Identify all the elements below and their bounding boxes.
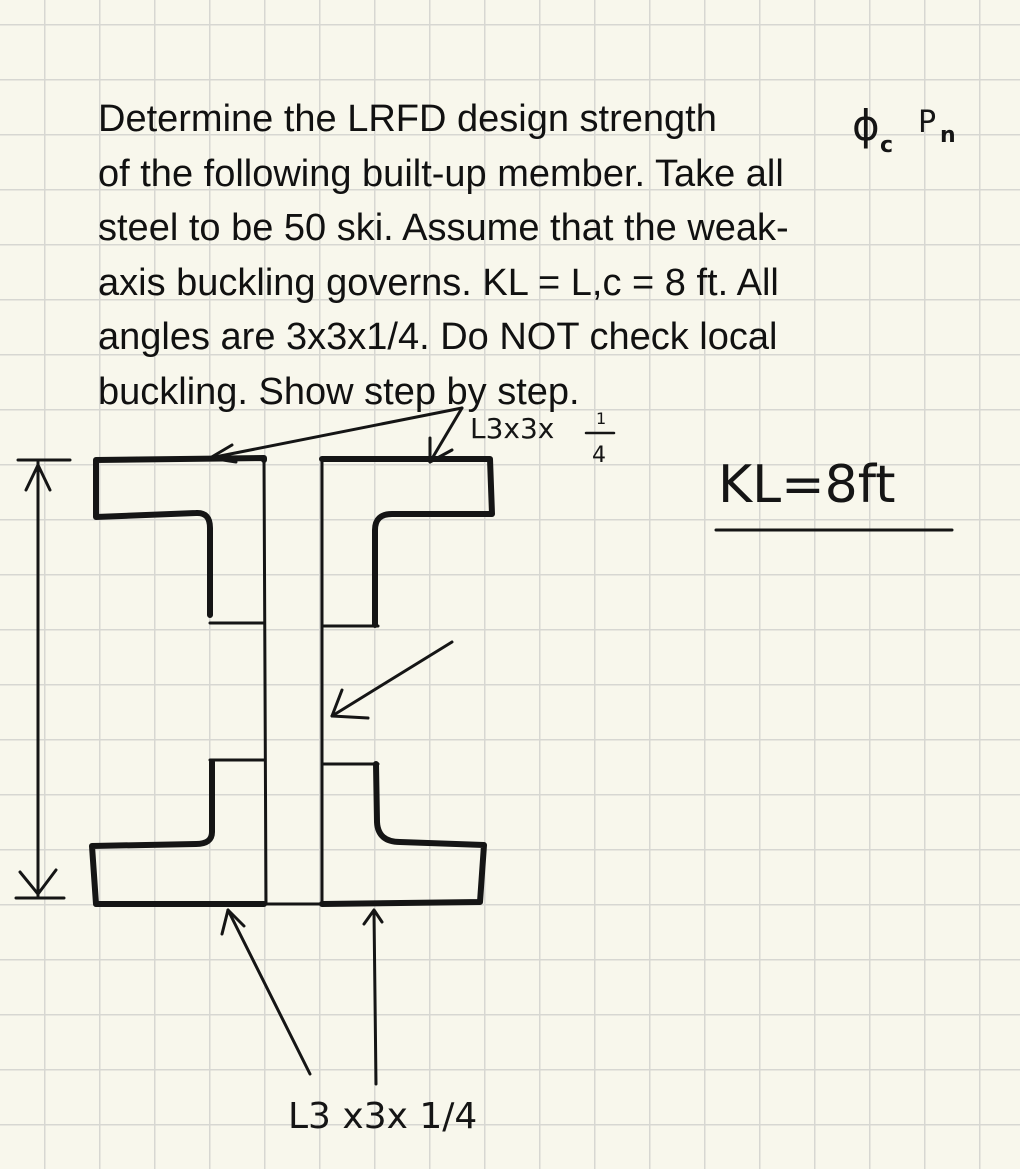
top-fraction-denominator: 4	[592, 443, 606, 468]
phi-subscript-c: c	[880, 133, 894, 158]
kl-note	[716, 455, 952, 530]
bottom-angle-label: L3 x3x 1/4	[288, 1096, 478, 1137]
height-dimension-arrow	[16, 460, 70, 898]
design-strength-symbol	[852, 101, 956, 158]
p-subscript-n: n	[940, 123, 956, 148]
top-left-angle	[96, 458, 264, 615]
top-fraction-numerator: 1	[596, 409, 607, 428]
phi-symbol: ϕ	[852, 101, 880, 150]
kl-note-text: KL=8ft	[718, 455, 896, 515]
bottom-angle-leader-arrows	[222, 910, 382, 1084]
web-plate-arrow	[332, 642, 452, 718]
top-angle-label-text: L3x3x	[470, 412, 555, 445]
top-angle-leader-arrows	[210, 408, 462, 462]
top-right-angle	[322, 459, 492, 625]
bottom-right-angle	[322, 764, 484, 904]
p-symbol: P	[918, 105, 937, 140]
bottom-left-angle	[92, 762, 264, 904]
web-plate	[210, 458, 378, 904]
problem-statement: Determine the LRFD design strength of the following built-up member. Take all steel to be 50 ski. Assume that the weak- axis buckling governs. KL = L,c = 8 ft. All angles are 3x3x1/4. Do NOT check local buckling. Show step by step.	[98, 98, 789, 413]
